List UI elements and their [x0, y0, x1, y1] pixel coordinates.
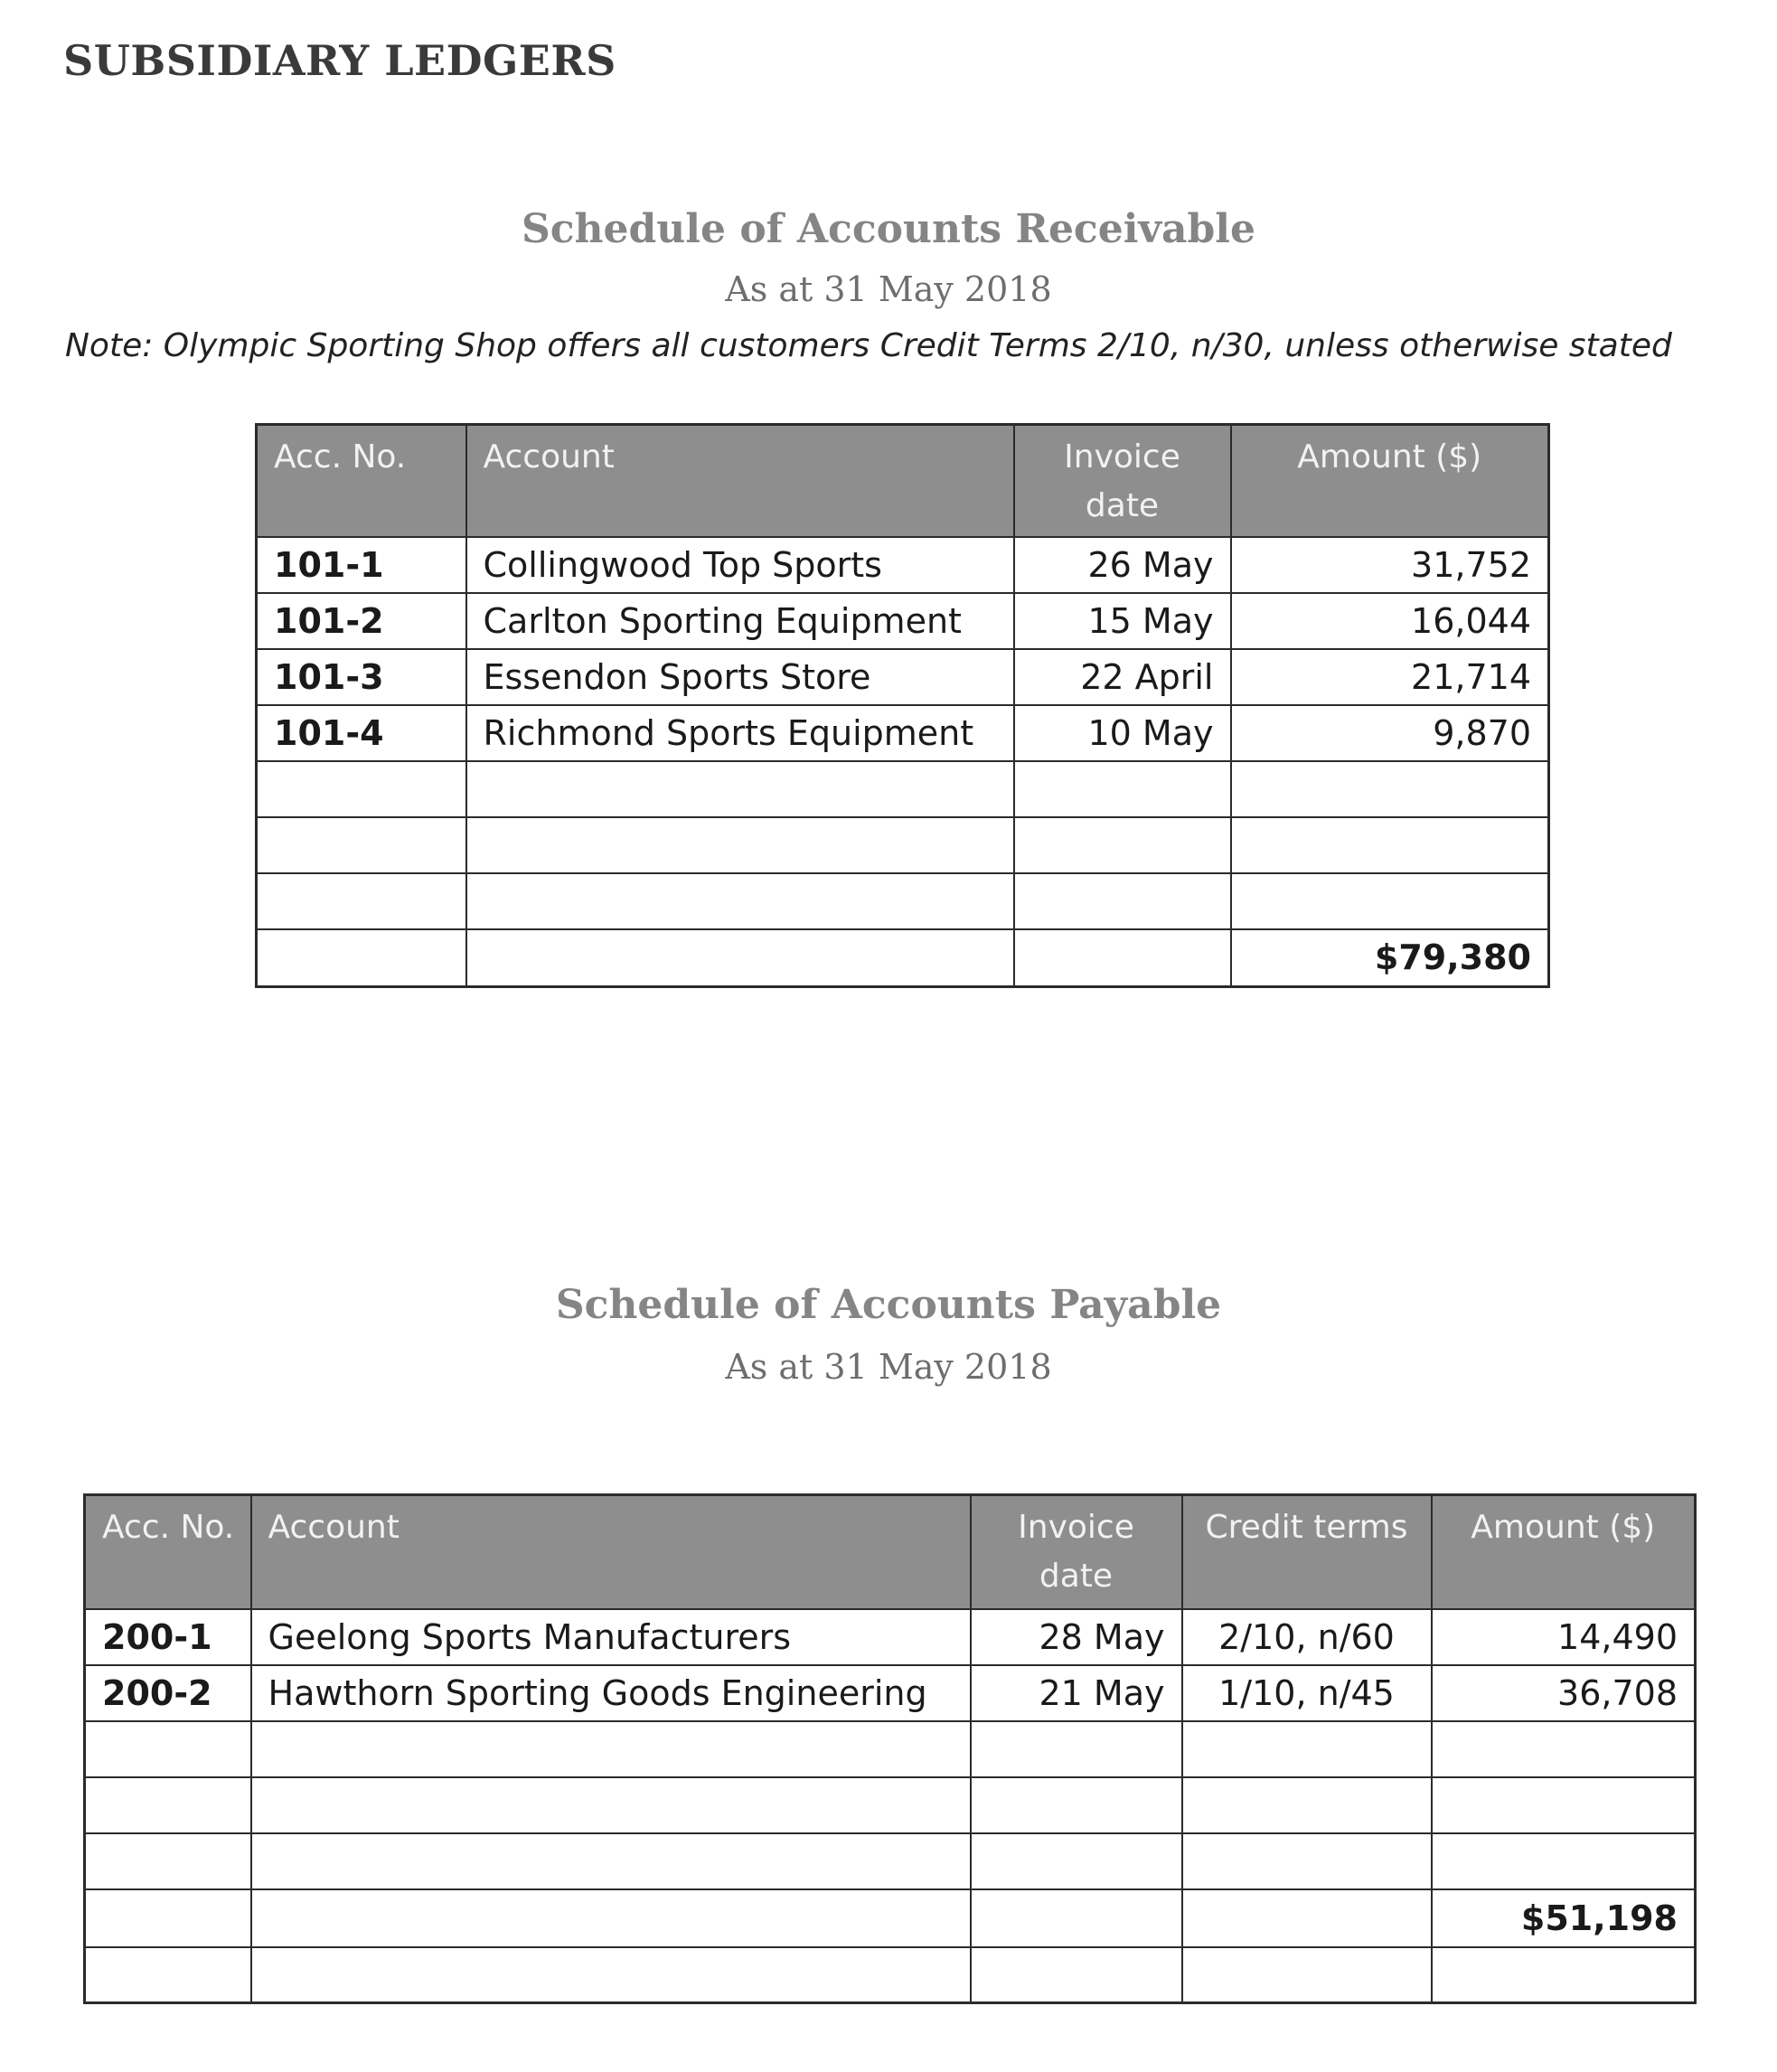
table-row — [257, 705, 1549, 761]
receivable-header-invoice-date: Invoice date — [1014, 425, 1231, 537]
acc-no-cell: 101-2 — [257, 593, 466, 649]
total-row — [85, 1889, 1696, 1947]
account-cell: Carlton Sporting Equipment — [466, 593, 1014, 649]
receivable-header-amount: Amount ($) — [1231, 425, 1549, 537]
table-row — [257, 593, 1549, 649]
receivable-header-account: Account — [466, 425, 1014, 537]
invoice-date-cell: 26 May — [1014, 537, 1231, 593]
amount-cell: 9,870 — [1231, 705, 1549, 761]
table-row — [85, 1665, 1696, 1721]
payable-header-account: Account — [251, 1495, 971, 1609]
receivable-subtitle: As at 31 May 2018 — [725, 269, 1052, 309]
invoice-date-cell: 15 May — [1014, 593, 1231, 649]
account-cell: Collingwood Top Sports — [466, 537, 1014, 593]
payable-header-amount: Amount ($) — [1432, 1495, 1696, 1609]
acc-no-cell: 101-1 — [257, 537, 466, 593]
invoice-date-cell: 28 May — [971, 1609, 1182, 1665]
invoice-date-cell: 21 May — [971, 1665, 1182, 1721]
empty-row — [85, 1721, 1696, 1777]
amount-cell: 31,752 — [1231, 537, 1549, 593]
payable-title: Schedule of Accounts Payable — [555, 1282, 1222, 1328]
receivable-header-acc-no: Acc. No. — [257, 425, 466, 537]
payable-subtitle: As at 31 May 2018 — [725, 1347, 1052, 1387]
table-row — [85, 1609, 1696, 1665]
table-row — [257, 649, 1549, 705]
empty-row — [85, 1947, 1696, 2003]
acc-no-cell: 101-3 — [257, 649, 466, 705]
total-row — [257, 929, 1549, 987]
payable-table — [83, 1493, 1697, 2004]
receivable-total: $79,380 — [1231, 929, 1549, 987]
account-cell: Richmond Sports Equipment — [466, 705, 1014, 761]
table-row — [257, 537, 1549, 593]
acc-no-cell: 200-2 — [85, 1665, 251, 1721]
payable-header-acc-no: Acc. No. — [85, 1495, 251, 1609]
credit-terms-cell: 1/10, n/45 — [1182, 1665, 1432, 1721]
empty-row — [85, 1777, 1696, 1833]
invoice-date-cell: 10 May — [1014, 705, 1231, 761]
amount-cell: 21,714 — [1231, 649, 1549, 705]
acc-no-cell: 200-1 — [85, 1609, 251, 1665]
receivable-title: Schedule of Accounts Receivable — [521, 206, 1255, 252]
account-cell: Geelong Sports Manufacturers — [251, 1609, 971, 1665]
amount-cell: 16,044 — [1231, 593, 1549, 649]
amount-cell: 36,708 — [1432, 1665, 1696, 1721]
payable-header-invoice-date: Invoice date — [971, 1495, 1182, 1609]
acc-no-cell: 101-4 — [257, 705, 466, 761]
receivable-table — [255, 423, 1550, 988]
empty-row — [257, 761, 1549, 817]
empty-row — [257, 817, 1549, 873]
empty-row — [257, 873, 1549, 929]
empty-row — [85, 1833, 1696, 1889]
account-cell: Essendon Sports Store — [466, 649, 1014, 705]
credit-terms-cell: 2/10, n/60 — [1182, 1609, 1432, 1665]
account-cell: Hawthorn Sporting Goods Engineering — [251, 1665, 971, 1721]
payable-total: $51,198 — [1432, 1889, 1696, 1947]
credit-terms-note: Note: Olympic Sporting Shop offers all customers Credit Terms 2/10, n/30, unless otherwise stated — [65, 327, 1672, 364]
invoice-date-cell: 22 April — [1014, 649, 1231, 705]
payable-header-credit-terms: Credit terms — [1182, 1495, 1432, 1609]
amount-cell: 14,490 — [1432, 1609, 1696, 1665]
page-heading: SUBSIDIARY LEDGERS — [63, 36, 616, 85]
